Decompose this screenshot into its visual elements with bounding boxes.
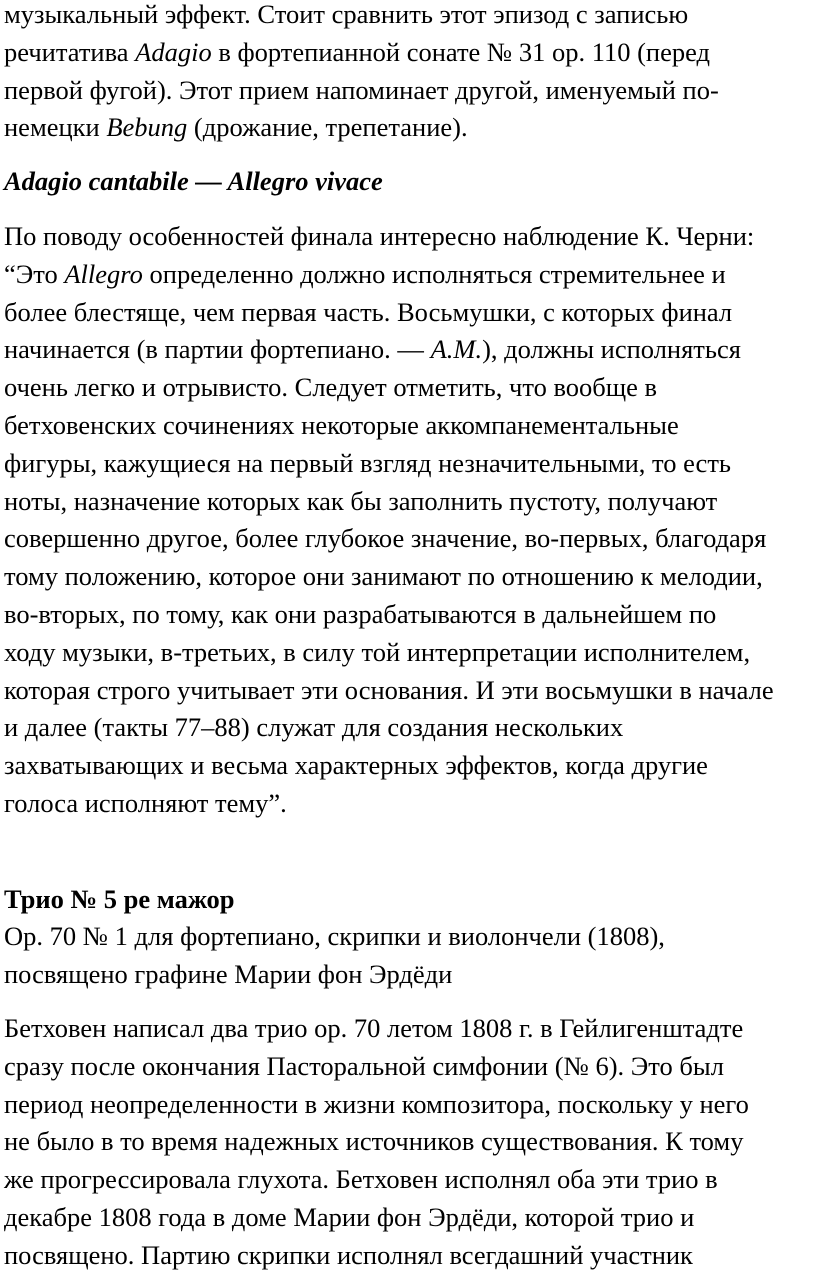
paragraph-trio-history	[4, 1010, 814, 1275]
text-line: совершенно другое, более глубокое значение, во-первых, благодаря	[4, 523, 767, 554]
text-line: декабре 1808 года в доме Марии фон Эрдёди, которой трио и	[4, 1201, 695, 1232]
text-line: же прогрессировала глухота. Бетховен исполнял оба эти трио в	[4, 1164, 718, 1195]
text-line: бетховенских сочинениях некоторые аккомпанементальные	[4, 409, 679, 440]
text-run: речитатива	[4, 36, 136, 67]
text-line	[4, 34, 814, 72]
text-run: “Это	[4, 258, 65, 289]
text-line	[4, 109, 814, 147]
text-line: По поводу особенностей финала интересно наблюдение К. Черни:	[4, 221, 755, 251]
text-run: начинается (в партии фортепиано. —	[4, 334, 431, 365]
text-line: ходу музыки, в-третьих, в силу той интерпретации исполнителем,	[4, 636, 751, 667]
text-run: ), должны исполняться	[482, 334, 741, 365]
text-line: не было в то время надежных источников существования. К тому	[4, 1126, 744, 1157]
text-run: в фортепианной сонате № 31 ор. 110 (перед	[211, 36, 711, 67]
text-line: посвящено графине Марии фон Эрдёди	[4, 958, 453, 989]
text-line: более блестяще, чем первая часть. Восьмушки, с которых финал	[4, 296, 733, 327]
text-line: первой фугой). Этот прием напоминает другой, именуемый по-	[4, 74, 719, 105]
text-line: во-вторых, по тому, как они разрабатываются в дальнейшем по	[4, 598, 717, 629]
italic-initials: А.М.	[430, 334, 483, 365]
text-run: определенно должно исполняться стремительнее и	[142, 258, 726, 289]
section-heading: Трио № 5 ре мажор	[4, 884, 235, 914]
text-line: тому положению, которое они занимают по отношению к мелодии,	[4, 561, 763, 592]
movement-heading: Adagio cantabile — Allegro vivace	[4, 166, 383, 196]
text-line: и далее (такты 77–88) служат для создания нескольких	[4, 712, 624, 743]
italic-term: Adagio	[135, 36, 212, 67]
text-line: сразу после окончания Пасторальной симфонии (№ 6). Это был	[4, 1050, 724, 1081]
italic-term: Allegro	[64, 258, 143, 289]
text-line: Бетховен написал два трио ор. 70 летом 1808 г. в Гейлигенштадте	[4, 1013, 744, 1043]
text-line: ноты, назначение которых как бы заполнить пустоту, получают	[4, 485, 718, 516]
italic-term: Bebung	[106, 112, 188, 143]
text-line: музыкальный эффект. Стоит сравнить этот эпизод с записью	[4, 0, 689, 29]
text-line: период неопределенности в жизни композитора, поскольку у него	[4, 1088, 749, 1119]
work-subtitle	[4, 918, 814, 994]
text-line: голоса исполняют тему”.	[4, 787, 287, 818]
text-line: Ор. 70 № 1 для фортепиано, скрипки и виолончели (1808),	[4, 921, 665, 951]
text-line	[4, 256, 814, 294]
text-line: захватывающих и весьма характерных эффектов, когда другие	[4, 750, 708, 781]
text-line: посвящено. Партию скрипки исполнял всегдашний участник	[4, 1239, 693, 1270]
text-line: фигуры, кажущиеся на первый взгляд незначительными, то есть	[4, 447, 731, 478]
text-line	[4, 331, 814, 369]
paragraph-czerny-quote	[4, 218, 814, 823]
text-line: очень легко и отрывисто. Следует отметить, что вообще в	[4, 372, 658, 403]
text-run: (дрожание, трепетание).	[187, 112, 468, 143]
text-line: которая строго учитывает эти основания. И эти восьмушки в начале	[4, 674, 774, 705]
paragraph-intro	[4, 0, 814, 147]
text-run: немецки	[4, 112, 107, 143]
